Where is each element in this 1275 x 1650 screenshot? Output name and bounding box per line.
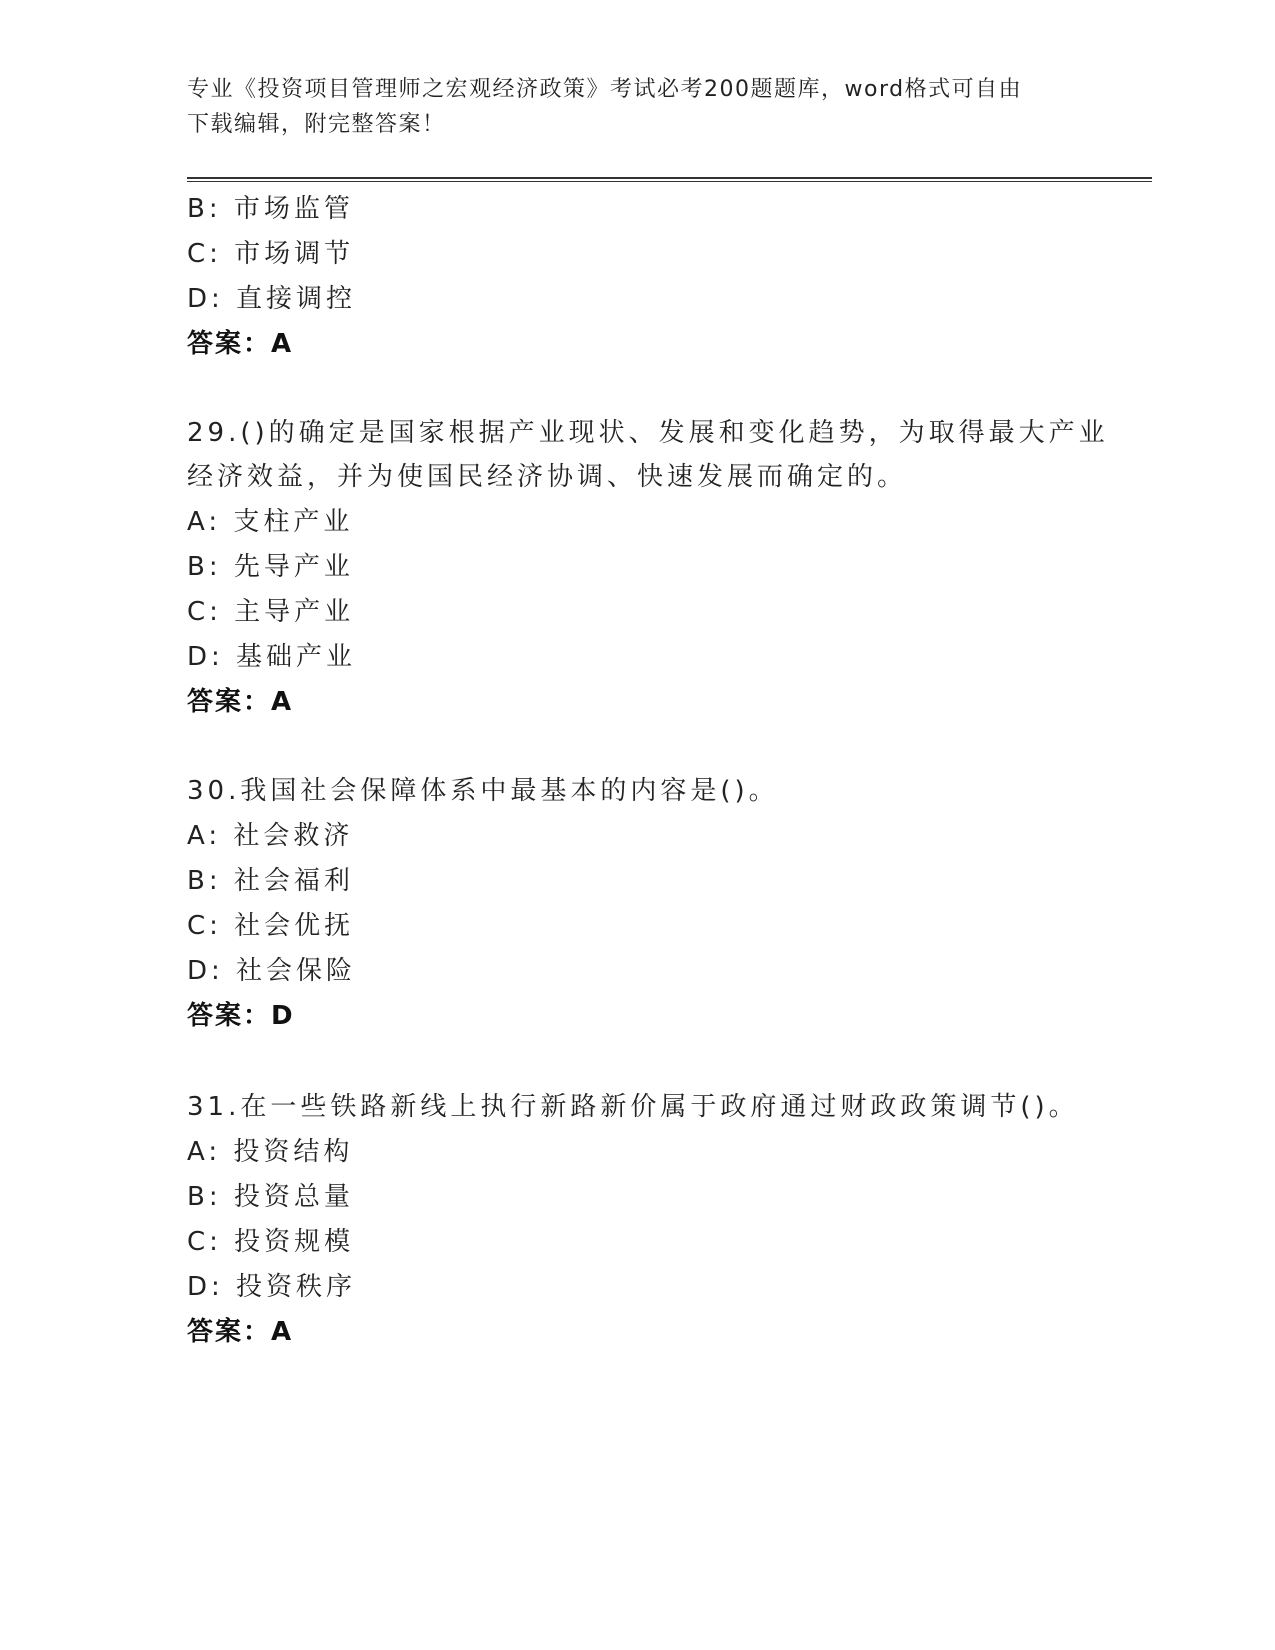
q31-option-a: A: 投资结构	[187, 1137, 354, 1167]
page-header	[187, 72, 1067, 142]
q29-option-d: D: 基础产业	[187, 642, 357, 672]
q28-option-b: B: 市场监管	[187, 194, 354, 224]
q28-option-d: D: 直接调控	[187, 284, 357, 314]
q29-option-b: B: 先导产业	[187, 552, 354, 582]
q30-option-d: D: 社会保险	[187, 956, 357, 986]
q30-answer: 答案：D	[187, 1001, 295, 1031]
q31-question: 31.在一些铁路新线上执行新路新价属于政府通过财政政策调节()。	[187, 1092, 1079, 1122]
q29-question-line-2: 经济效益，并为使国民经济协调、快速发展而确定的。	[187, 462, 908, 492]
q31-option-d: D: 投资秩序	[187, 1272, 357, 1302]
q29-question-line-1: 29.()的确定是国家根据产业现状、发展和变化趋势，为取得最大产业	[187, 418, 1109, 448]
header-divider	[187, 177, 1152, 182]
q29-option-a: A: 支柱产业	[187, 507, 354, 537]
q30-option-c: C: 社会优抚	[187, 911, 355, 941]
q28-option-c: C: 市场调节	[187, 239, 355, 269]
q30-question: 30.我国社会保障体系中最基本的内容是()。	[187, 776, 779, 806]
q29-answer: 答案：A	[187, 687, 294, 717]
q30-option-a: A: 社会救济	[187, 821, 354, 851]
q30-option-b: B: 社会福利	[187, 866, 354, 896]
header-line-1: 专业《投资项目管理师之宏观经济政策》考试必考200题题库，word格式可自由	[187, 77, 1023, 102]
header-line-2: 下载编辑，附完整答案！	[187, 112, 446, 137]
q29-option-c: C: 主导产业	[187, 597, 355, 627]
q31-option-c: C: 投资规模	[187, 1227, 355, 1257]
q31-option-b: B: 投资总量	[187, 1182, 354, 1212]
q31-answer: 答案：A	[187, 1317, 294, 1347]
q28-answer: 答案：A	[187, 329, 294, 359]
